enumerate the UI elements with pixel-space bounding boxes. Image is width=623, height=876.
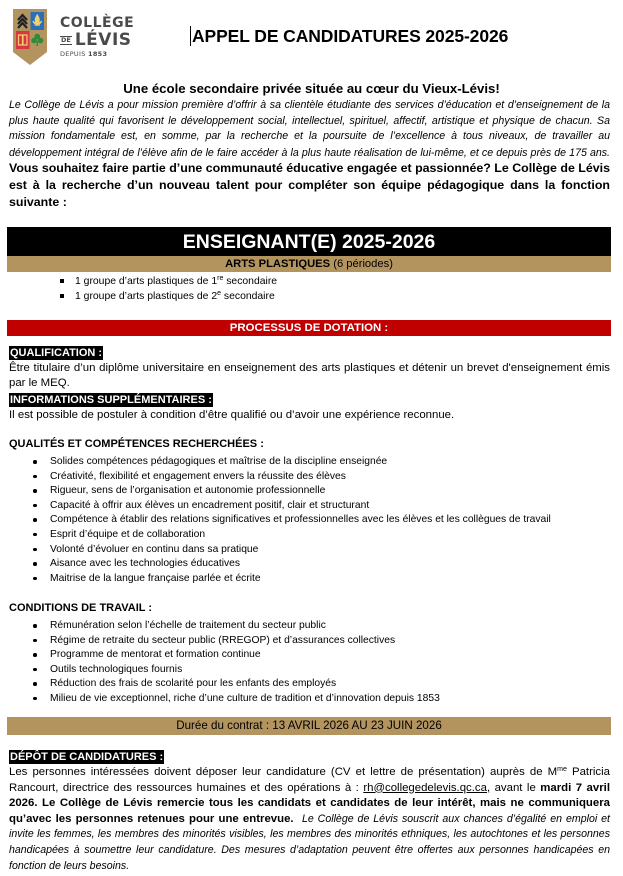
qualities-list — [33, 455, 551, 586]
page-title — [190, 26, 508, 47]
list-item: Milieu de vie exceptionnel, riche d’une culture de tradition et d’innovation depuis 1853 — [33, 692, 440, 707]
tagline: Une école secondaire privée située au cœur du Vieux-Lévis! — [123, 81, 500, 96]
application-text: Les personnes intéressées doivent déposer leur candidature (CV et lettre de présentation) auprès de M — [9, 766, 558, 778]
application-text: avant le — [490, 781, 541, 794]
group-text: 1 groupe d’arts plastiques de 1 — [75, 276, 218, 287]
group-tail: secondaire — [223, 276, 278, 287]
crest-icon — [12, 8, 48, 66]
email-link[interactable]: rh@collegedelevis.qc.ca, — [363, 781, 491, 794]
conditions-list — [33, 619, 440, 707]
logo-since-text — [60, 50, 134, 58]
logo-de-text: DE — [61, 35, 71, 44]
text-cursor — [190, 26, 191, 46]
list-item: Capacité à offrir aux élèves un encadrement positif, clair et structurant — [33, 499, 551, 514]
list-item: Rémunération selon l’échelle de traitement du secteur public — [33, 619, 440, 634]
group-tail: secondaire — [221, 291, 275, 302]
info-text: Il est possible de postuler à condition d’être qualifié ou d’avoir une expérience reconnue. — [9, 409, 455, 421]
subject-label: ARTS PLASTIQUES — [225, 258, 331, 270]
logo-college-text: COLLÈGE — [60, 15, 135, 31]
list-item: Esprit d’équipe et de collaboration — [33, 528, 551, 543]
list-item — [58, 274, 277, 289]
logo-since-label: DEPUIS — [60, 50, 86, 58]
process-band — [7, 320, 611, 336]
qualification-label: QUALIFICATION : — [10, 347, 103, 359]
list-item: Créativité, flexibilité et engagement envers la réussite des élèves — [33, 470, 551, 485]
college-logo — [12, 8, 182, 68]
list-item: Régime de retraite du secteur public (RREGOP) et d’assurances collectives — [33, 634, 440, 649]
group-text: 1 groupe d’arts plastiques de 2 — [75, 291, 218, 302]
group-sup: e — [217, 290, 222, 297]
position-title: ENSEIGNANT(E) 2025-2026 — [182, 231, 436, 253]
qualification-text: Être titulaire d’un diplôme universitaire en enseignement des arts plastiques et détenir un brevet d'enseignement émis par le MEQ. — [9, 362, 610, 390]
subject-band — [7, 256, 611, 272]
page-title-text: APPEL DE CANDIDATURES 2025-2026 — [192, 26, 509, 46]
logo-wordmark — [60, 15, 134, 58]
group-sup: re — [217, 275, 224, 282]
mission-statement: Le Collège de Lévis a pour mission première d’offrir à sa clientèle étudiante des services d’éducation et d’enseignement de la plus haute qualité qui favorisent le développement social, intellectuel, spirituel, affectif, artistique et physique de chacun. Sa mission fondamentale est, en somme, par la recherche et la poursuite de l’excellence à tous niveaux, de travailler au développement intégral de l’élève afin de le faire accéder à la plus haute réalisation de lui-même, et ce depuis près de 175 ans. — [9, 99, 610, 159]
deadline: mardi 7 avril 2026 — [9, 781, 610, 810]
equity-statement: Le Collège de Lévis souscrit aux chances d’égalité en emploi et invite les femmes, les membres des minorités visibles, les membres des minorités ethniques, les autochtones et les personnes handicapées à soumettre leur candidature. Des mesures d’adaptation peuvent être offertes aux personnes handicapées en fonction de leurs besoins. — [9, 812, 610, 872]
list-item: Aisance avec les technologies éducatives — [33, 557, 551, 572]
application-label: DÉPÔT DE CANDIDATURES : — [10, 751, 164, 763]
subject-periods: (6 périodes) — [330, 258, 393, 270]
contract-band — [7, 717, 611, 735]
call-to-action: Vous souhaitez faire partie d’une communauté éducative engagée et passionnée? Le Collège de Lévis est à la recherche d’un nouveau talent pour compléter son équipe pédagogique dans la fonction suivante : — [9, 161, 610, 209]
logo-since-year: 1853 — [88, 50, 108, 58]
list-item: Compétence à établir des relations significatives et professionnelles avec les élèves et les collègues de travail — [33, 513, 551, 528]
logo-levis-text: LÉVIS — [74, 30, 132, 50]
application-text: Patricia Rancourt, directrice des ressources humaines et des opérations à : — [9, 766, 610, 794]
qualities-heading: QUALITÉS ET COMPÉTENCES RECHERCHÉES : — [9, 438, 264, 450]
position-title-band — [7, 227, 611, 256]
list-item — [58, 289, 277, 304]
thanks-text: . Le Collège de Lévis remercie tous les candidats et candidates de leur intérêt, mais ne communiquera qu’avec les personnes retenues pour une entrevue. — [9, 797, 610, 825]
honorific-sup: me — [557, 766, 567, 773]
list-item: Réduction des frais de scolarité pour les enfants des employés — [33, 677, 440, 692]
contract-duration: Durée du contrat : 13 AVRIL 2026 AU 23 JUIN 2026 — [176, 719, 442, 732]
list-item: Solides compétences pédagogiques et maîtrise de la discipline enseignée — [33, 455, 551, 470]
intro-paragraph — [9, 98, 610, 211]
list-item: Rigueur, sens de l’organisation et autonomie professionnelle — [33, 484, 551, 499]
list-item: Maitrise de la langue française parlée et écrite — [33, 572, 551, 587]
info-label: INFORMATIONS SUPPLÉMENTAIRES : — [10, 394, 212, 406]
conditions-heading: CONDITIONS DE TRAVAIL : — [9, 602, 152, 614]
list-item: Outils technologiques fournis — [33, 663, 440, 678]
list-item: Programme de mentorat et formation continue — [33, 648, 440, 663]
groups-list — [58, 274, 277, 304]
process-title: PROCESSUS DE DOTATION : — [229, 322, 389, 334]
list-item: Volonté d’évoluer en continu dans sa pratique — [33, 543, 551, 558]
application-paragraph — [9, 765, 610, 874]
